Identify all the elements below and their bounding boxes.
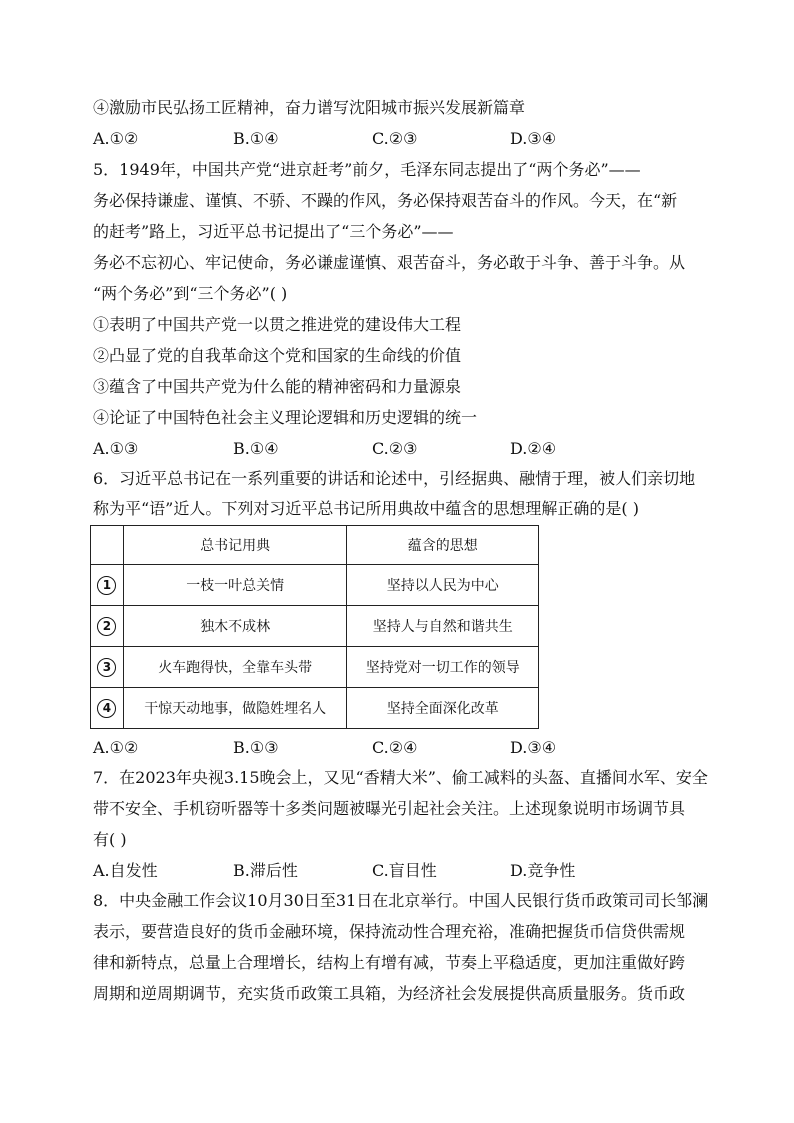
q8-stem-line: 周期和逆周期调节，充实货币政策工具箱，为经济社会发展提供高质量服务。货币政 [93,984,686,1003]
circled-number: 3 [97,658,116,677]
table-header-idea: 蕴含的思想 [347,526,539,565]
row-number [91,688,124,729]
q4-option-b[interactable]: B.①④ [233,129,279,148]
q5-options [93,438,713,460]
row-number [91,647,124,688]
table-row [91,647,539,688]
quote-table [90,525,539,729]
q7-stem-line: 有( ) [93,830,127,849]
table-header-quote: 总书记用典 [123,526,346,565]
q5-option-d[interactable]: D.②④ [510,439,557,458]
idea-cell: 坚持党对一切工作的领导 [347,647,539,688]
q7-option-c[interactable]: C.盲目性 [372,861,437,880]
idea-cell: 坚持人与自然和谐共生 [347,606,539,647]
q7-option-a[interactable]: A.自发性 [93,861,158,880]
q5-stem-line: “两个务必”到“三个务必”( ) [93,284,288,303]
q6-option-a[interactable]: A.①② [93,738,139,757]
circled-number: 4 [97,699,116,718]
q5-option-b[interactable]: B.①④ [233,439,279,458]
quote-cell: 一枝一叶总关情 [123,565,346,606]
row-number [91,565,124,606]
q7-stem-line: 带不安全、手机窃听器等十多类问题被曝光引起社会关注。上述现象说明市场调节具 [93,799,686,818]
q7-option-d[interactable]: D.竞争性 [510,861,576,880]
q4-option-a[interactable]: A.①② [93,129,139,148]
q7-options [93,860,713,882]
q4-options [93,128,713,150]
q6-option-c[interactable]: C.②④ [372,738,418,757]
circled-number: 2 [97,617,116,636]
quote-cell: 独木不成林 [123,606,346,647]
table-header-row [91,526,539,565]
q4-item-4: ④激励市民弘扬工匠精神，奋力谱写沈阳城市振兴发展新篇章 [93,98,526,117]
idea-cell: 坚持以人民为中心 [347,565,539,606]
q4-option-d[interactable]: D.③④ [510,129,557,148]
q8-stem-line: 表示，要营造良好的货币金融环境，保持流动性合理充裕，准确把握货币信贷供需规 [93,922,686,941]
q5-stem-line: 务必保持谦虚、谨慎、不骄、不躁的作风，务必保持艰苦奋斗的作风。今天，在“新 [93,191,678,210]
q6-option-b[interactable]: B.①③ [233,738,279,757]
circled-number: 1 [97,576,116,595]
table-row [91,606,539,647]
q6-option-d[interactable]: D.③④ [510,738,557,757]
table-row [91,565,539,606]
row-number [91,606,124,647]
q6-options [93,737,713,759]
q8-stem-line: 8．中央金融工作会议10月30日至31日在北京举行。中国人民银行货币政策司司长邹澜 [93,891,709,910]
q5-item-4: ④论证了中国特色社会主义理论逻辑和历史逻辑的统一 [93,408,478,427]
quote-cell: 火车跑得快，全靠车头带 [123,647,346,688]
q8-stem-line: 律和新特点，总量上合理增长，结构上有增有减，节奏上平稳适度，更加注重做好跨 [93,953,686,972]
q5-stem-line: 务必不忘初心、牢记使命，务必谦虚谨慎、艰苦奋斗，务必敢于斗争、善于斗争。从 [93,253,686,272]
idea-cell: 坚持全面深化改革 [347,688,539,729]
quote-cell: 干惊天动地事，做隐姓埋名人 [123,688,346,729]
q6-stem-line: 6．习近平总书记在一系列重要的讲话和论述中，引经据典、融情于理，被人们亲切地 [93,469,696,488]
q5-item-1: ①表明了中国共产党一以贯之推进党的建设伟大工程 [93,315,462,334]
q5-option-c[interactable]: C.②③ [372,439,418,458]
q4-option-c[interactable]: C.②③ [372,129,418,148]
q5-stem-line: 的赶考”路上，习近平总书记提出了“三个务必”—— [93,222,454,241]
q7-stem-line: 7．在2023年央视3.15晚会上，又见“香精大米”、偷工减料的头盔、直播间水军、安全 [93,768,708,787]
q5-option-a[interactable]: A.①③ [93,439,139,458]
q5-item-2: ②凸显了党的自我革命这个党和国家的生命线的价值 [93,346,462,365]
q7-option-b[interactable]: B.滞后性 [233,861,298,880]
q5-stem-line: 5．1949年，中国共产党“进京赶考”前夕，毛泽东同志提出了“两个务必”—— [93,160,641,179]
q6-stem-line: 称为平“语”近人。下列对习近平总书记所用典故中蕴含的思想理解正确的是( ) [93,499,639,518]
table-header-index [91,526,124,565]
table-row [91,688,539,729]
q5-item-3: ③蕴含了中国共产党为什么能的精神密码和力量源泉 [93,377,462,396]
